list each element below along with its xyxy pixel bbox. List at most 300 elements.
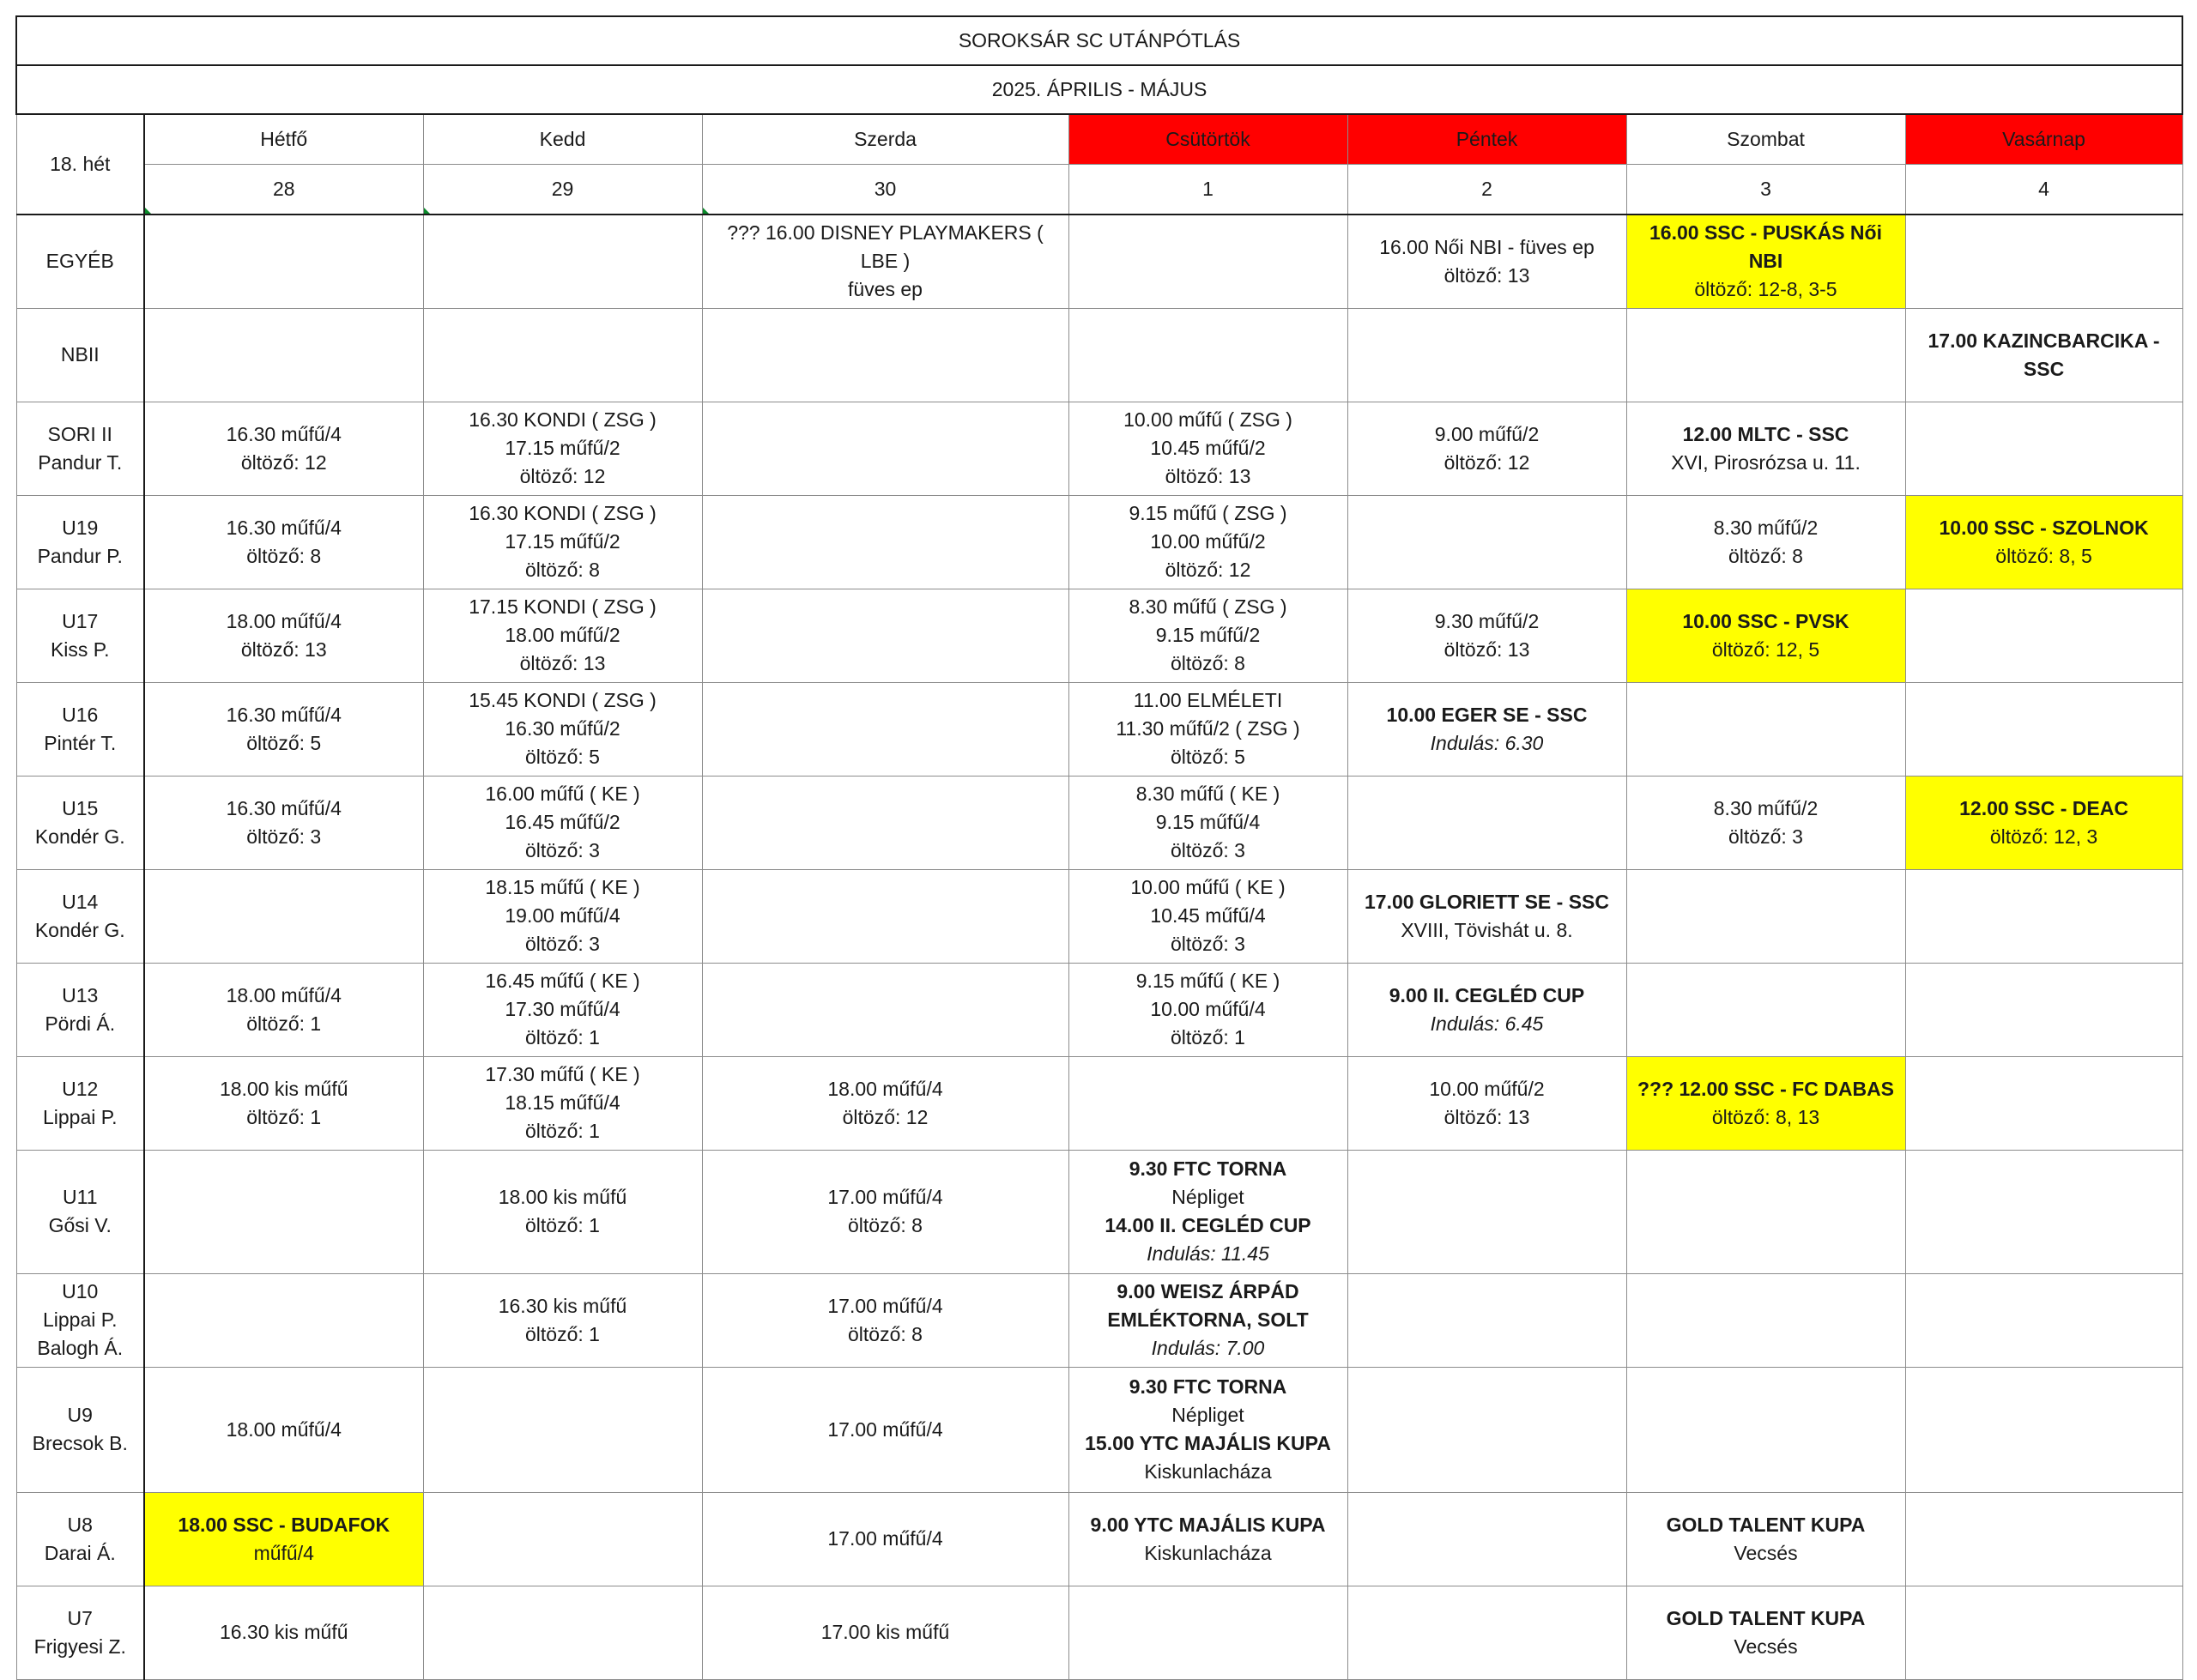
team-label	[16, 1150, 144, 1273]
schedule-entry-line: 16.00 SSC - PUSKÁS Női NBI	[1649, 221, 1882, 273]
schedule-entry-line: 16.30 műfű/4	[226, 422, 342, 445]
schedule-entry-line: öltöző: 8, 13	[1711, 1105, 1820, 1128]
schedule-entry-line: 8.30 műfű/2	[1713, 516, 1819, 539]
team-label	[16, 495, 144, 589]
team-label-line: U15	[62, 796, 99, 819]
schedule-entry-line: 9.30 FTC TORNA	[1129, 1157, 1287, 1180]
schedule-entry-line: 18.00 műfű/4	[226, 1417, 342, 1441]
schedule-entry-line: 16.30 KONDI ( ZSG )	[469, 502, 657, 524]
table-row	[16, 402, 2182, 495]
cell-comment-marker	[703, 208, 709, 214]
day-header-3: Csütörtök	[1068, 114, 1347, 164]
schedule-cell	[423, 308, 702, 402]
table-row	[16, 776, 2182, 869]
schedule-cell	[423, 1150, 702, 1273]
schedule-entry-line: 10.00 műfű ( KE )	[1130, 876, 1286, 898]
schedule-entry-line: 9.30 FTC TORNA	[1129, 1375, 1287, 1398]
schedule-entry-line: öltöző: 13	[519, 652, 606, 674]
schedule-entry-line: Népliget	[1171, 1186, 1244, 1208]
schedule-entry-line: 9.15 műfű/2	[1155, 624, 1261, 646]
schedule-cell	[702, 1056, 1068, 1150]
schedule-cell	[702, 1273, 1068, 1367]
day-date-3	[1068, 164, 1347, 215]
schedule-cell	[1068, 1586, 1347, 1679]
schedule-entry-line: 9.00 YTC MAJÁLIS KUPA	[1090, 1513, 1326, 1536]
schedule-entry-line: 10.00 SSC - PVSK	[1682, 609, 1849, 632]
schedule-entry-line: 9.00 WEISZ ÁRPÁD	[1117, 1280, 1299, 1302]
team-label-line: U14	[62, 890, 99, 913]
schedule-cell	[1068, 1367, 1347, 1492]
schedule-entry-line: 17.00 kis műfű	[820, 1621, 950, 1643]
schedule-entry-line: ??? 16.00 DISNEY PLAYMAKERS ( LBE )	[727, 221, 1044, 273]
schedule-entry-line: öltöző: 8	[848, 1322, 923, 1345]
schedule-cell	[1626, 1492, 1905, 1586]
schedule-entry-line: 9.00 műfű/2	[1434, 422, 1540, 445]
schedule-cell	[1905, 776, 2182, 869]
schedule-cell	[1347, 1273, 1626, 1367]
schedule-cell	[1905, 1492, 2182, 1586]
day-date-text: 4	[2038, 177, 2049, 200]
schedule-entry-line: öltöző: 1	[525, 1120, 600, 1142]
schedule-entry-line: öltöző: 13	[1443, 263, 1530, 287]
team-label	[16, 1586, 144, 1679]
schedule-entry-line: 18.00 kis műfű	[498, 1186, 627, 1208]
schedule-entry-line: öltöző: 8, 5	[1995, 544, 2092, 567]
schedule-cell	[1626, 1273, 1905, 1367]
schedule-cell	[702, 776, 1068, 869]
schedule-cell	[1905, 682, 2182, 776]
schedule-entry-line: 9.30 műfű/2	[1434, 609, 1540, 632]
team-label-line: Brecsok B.	[32, 1432, 128, 1454]
schedule-cell	[1626, 1367, 1905, 1492]
table-row	[16, 1273, 2182, 1367]
cell-comment-marker	[145, 208, 151, 214]
schedule-entry-line: öltöző: 3	[525, 839, 600, 861]
schedule-entry-line: XVIII, Tövishát u. 8.	[1401, 918, 1573, 941]
day-date-4	[1347, 164, 1626, 215]
schedule-cell	[144, 308, 423, 402]
schedule-cell	[423, 1367, 702, 1492]
schedule-cell	[702, 589, 1068, 682]
schedule-cell	[1905, 215, 2182, 308]
schedule-entry-line: öltöző: 3	[1728, 825, 1803, 848]
schedule-cell	[1626, 402, 1905, 495]
schedule-entry-line: 16.45 műfű ( KE )	[485, 970, 640, 992]
schedule-cell	[1347, 1056, 1626, 1150]
schedule-entry-line: füves ep	[848, 278, 923, 301]
schedule-entry-line: 11.00 ELMÉLETI	[1133, 689, 1283, 711]
schedule-cell	[702, 1367, 1068, 1492]
schedule-entry-line: Indulás: 7.00	[1151, 1337, 1265, 1359]
cell-comment-marker	[424, 208, 430, 214]
schedule-cell	[423, 1056, 702, 1150]
schedule-entry-line: öltöző: 12-8, 3-5	[1694, 278, 1837, 301]
table-row	[16, 495, 2182, 589]
schedule-entry-line: 16.30 műfű/2	[505, 717, 620, 740]
schedule-entry-line: 17.00 műfű/4	[827, 1186, 943, 1208]
schedule-cell	[144, 495, 423, 589]
schedule-entry-line: öltöző: 1	[246, 1012, 322, 1035]
team-label	[16, 308, 144, 402]
schedule-cell	[1626, 589, 1905, 682]
schedule-entry-line: 10.00 műfű/4	[1150, 998, 1266, 1020]
schedule-entry-line: 8.30 műfű/2	[1713, 796, 1819, 819]
table-row	[16, 308, 2182, 402]
schedule-cell	[1347, 308, 1626, 402]
schedule-entry-line: öltöző: 1	[525, 1322, 600, 1345]
schedule-cell	[144, 1273, 423, 1367]
schedule-entry-line: 17.30 műfű ( KE )	[485, 1063, 640, 1085]
schedule-entry-line: öltöző: 8	[1171, 652, 1245, 674]
schedule-cell	[144, 776, 423, 869]
team-label-line: Pandur P.	[37, 544, 123, 567]
team-label-line: U10	[62, 1280, 99, 1302]
schedule-cell	[702, 682, 1068, 776]
schedule-entry-line: öltöző: 8	[1728, 544, 1803, 567]
team-label-line: Pördi Á.	[45, 1012, 116, 1035]
schedule-cell	[1068, 308, 1347, 402]
day-date-6	[1905, 164, 2182, 215]
schedule-entry-line: 16.30 műfű/4	[226, 796, 342, 819]
team-label-line: Balogh Á.	[37, 1337, 124, 1359]
table-row	[16, 682, 2182, 776]
schedule-cell	[1626, 308, 1905, 402]
schedule-cell	[423, 869, 702, 963]
day-header-4: Péntek	[1347, 114, 1626, 164]
schedule-cell	[1347, 1150, 1626, 1273]
schedule-entry-line: 10.45 műfű/2	[1150, 437, 1266, 459]
schedule-table	[15, 15, 2183, 1680]
schedule-cell	[423, 682, 702, 776]
schedule-entry-line: 12.00 SSC - DEAC	[1959, 796, 2128, 819]
team-label-line: U12	[62, 1077, 99, 1100]
schedule-cell	[702, 869, 1068, 963]
schedule-entry-line: 9.15 műfű ( KE )	[1135, 970, 1280, 992]
schedule-entry-line: 18.00 kis műfű	[219, 1077, 348, 1100]
schedule-cell	[1347, 402, 1626, 495]
schedule-cell	[144, 1492, 423, 1586]
day-date-5	[1626, 164, 1905, 215]
team-label	[16, 682, 144, 776]
schedule-entry-line: öltöző: 12	[519, 465, 606, 487]
schedule-entry-line: öltöző: 1	[246, 1105, 322, 1128]
schedule-cell	[144, 589, 423, 682]
schedule-entry-line: Népliget	[1171, 1404, 1244, 1426]
day-header-0: Hétfő	[144, 114, 423, 164]
schedule-cell	[1068, 776, 1347, 869]
team-label-line: U17	[62, 609, 99, 632]
team-label	[16, 402, 144, 495]
schedule-cell	[144, 215, 423, 308]
schedule-cell	[144, 869, 423, 963]
day-header-2: Szerda	[702, 114, 1068, 164]
schedule-cell	[423, 495, 702, 589]
schedule-cell	[144, 1150, 423, 1273]
team-label-line: Darai Á.	[44, 1541, 116, 1564]
schedule-entry-line: GOLD TALENT KUPA	[1666, 1606, 1866, 1629]
schedule-cell	[702, 963, 1068, 1056]
team-label	[16, 1273, 144, 1367]
team-label-line: U13	[62, 983, 99, 1006]
schedule-entry-line: 16.30 műfű/4	[226, 703, 342, 726]
schedule-cell	[1347, 1367, 1626, 1492]
day-date-0	[144, 164, 423, 215]
schedule-entry-line: öltöző: 13	[1443, 638, 1530, 661]
schedule-entry-line: 18.00 műfű/4	[226, 983, 342, 1006]
schedule-cell	[1626, 1056, 1905, 1150]
schedule-entry-line: Indulás: 11.45	[1147, 1242, 1269, 1265]
schedule-cell	[1905, 402, 2182, 495]
team-label-line: Kiss P.	[50, 638, 110, 661]
schedule-entry-line: 9.00 II. CEGLÉD CUP	[1389, 983, 1585, 1006]
schedule-entry-line: 17.15 műfű/2	[505, 437, 620, 459]
schedule-entry-line: öltöző: 3	[525, 933, 600, 955]
schedule-cell	[702, 1492, 1068, 1586]
schedule-entry-line: 10.00 műfű ( ZSG )	[1123, 408, 1292, 431]
schedule-cell	[1068, 1056, 1347, 1150]
team-label-line: Lippai P.	[42, 1105, 118, 1128]
schedule-entry-line: 18.15 műfű ( KE )	[485, 876, 640, 898]
schedule-entry-line: GOLD TALENT KUPA	[1666, 1513, 1866, 1536]
schedule-cell	[1068, 402, 1347, 495]
schedule-entry-line: 17.15 műfű/2	[505, 530, 620, 553]
team-label-line: Pintér T.	[44, 731, 117, 754]
team-label	[16, 1056, 144, 1150]
team-label	[16, 1492, 144, 1586]
schedule-entry-line: öltöző: 12	[1165, 559, 1251, 581]
schedule-entry-line: EMLÉKTORNA, SOLT	[1107, 1308, 1309, 1331]
schedule-entry-line: öltöző: 1	[1171, 1026, 1245, 1048]
schedule-cell	[702, 1150, 1068, 1273]
schedule-cell	[1068, 869, 1347, 963]
schedule-cell	[1626, 495, 1905, 589]
period-label: 2025. ÁPRILIS - MÁJUS	[16, 65, 2182, 114]
schedule-cell	[144, 1586, 423, 1679]
schedule-entry-line: öltöző: 5	[525, 746, 600, 768]
schedule-entry-line: 17.00 GLORIETT SE - SSC	[1364, 890, 1610, 913]
schedule-cell	[423, 1492, 702, 1586]
schedule-entry-line: öltöző: 1	[525, 1214, 600, 1236]
schedule-cell	[1905, 869, 2182, 963]
schedule-entry-line: 18.00 műfű/4	[226, 609, 342, 632]
sheet-title: SOROKSÁR SC UTÁNPÓTLÁS	[16, 16, 2182, 65]
schedule-entry-line: 10.00 SSC - SZOLNOK	[1939, 516, 2149, 539]
schedule-cell	[1905, 1586, 2182, 1679]
schedule-entry-line: 15.00 YTC MAJÁLIS KUPA	[1085, 1432, 1331, 1454]
schedule-entry-line: 10.00 műfű/2	[1150, 530, 1266, 553]
day-date-2	[702, 164, 1068, 215]
team-label	[16, 589, 144, 682]
schedule-cell	[1347, 869, 1626, 963]
schedule-cell	[1905, 589, 2182, 682]
schedule-cell	[1905, 1367, 2182, 1492]
schedule-entry-line: öltöző: 13	[1443, 1105, 1530, 1128]
day-date-text: 2	[1481, 177, 1492, 200]
schedule-entry-line: 9.15 műfű ( ZSG )	[1129, 502, 1287, 524]
schedule-entry-line: 18.00 műfű/2	[505, 624, 620, 646]
schedule-entry-line: 8.30 műfű ( ZSG )	[1129, 595, 1287, 618]
day-date-1	[423, 164, 702, 215]
schedule-entry-line: 10.00 EGER SE - SSC	[1386, 703, 1588, 726]
team-label-line: NBII	[60, 343, 100, 366]
schedule-cell	[1626, 1586, 1905, 1679]
schedule-entry-line: Indulás: 6.30	[1430, 731, 1544, 754]
schedule-entry-line: öltöző: 8	[525, 559, 600, 581]
schedule-cell	[1347, 776, 1626, 869]
schedule-entry-line: 18.00 műfű/4	[827, 1077, 943, 1100]
schedule-entry-line: 9.15 műfű/4	[1155, 811, 1261, 833]
schedule-cell	[702, 495, 1068, 589]
schedule-cell	[702, 308, 1068, 402]
schedule-entry-line: öltöző: 13	[1165, 465, 1251, 487]
schedule-entry-line: 10.00 műfű/2	[1429, 1077, 1545, 1100]
schedule-entry-line: 12.00 MLTC - SSC	[1682, 422, 1849, 445]
schedule-entry-line: Vecsés	[1734, 1635, 1798, 1658]
schedule-cell	[1626, 1150, 1905, 1273]
team-label-line: U8	[67, 1513, 93, 1536]
schedule-cell	[1905, 1056, 2182, 1150]
schedule-cell	[1068, 963, 1347, 1056]
schedule-cell	[1905, 1150, 2182, 1273]
day-header-6: Vasárnap	[1905, 114, 2182, 164]
schedule-cell	[1347, 1586, 1626, 1679]
schedule-cell	[1347, 963, 1626, 1056]
schedule-entry-line: 16.30 KONDI ( ZSG )	[469, 408, 657, 431]
team-label-line: U11	[63, 1186, 98, 1208]
team-label-line: SORI II	[47, 422, 112, 445]
schedule-entry-line: öltöző: 12, 5	[1711, 638, 1820, 661]
schedule-entry-line: XVI, Pirosrózsa u. 11.	[1671, 450, 1861, 474]
schedule-entry-line: műfű/4	[253, 1541, 314, 1564]
schedule-entry-line: 17.30 műfű/4	[505, 998, 620, 1020]
team-label	[16, 776, 144, 869]
schedule-entry-line: ??? 12.00 SSC - FC DABAS	[1637, 1077, 1895, 1100]
team-label	[16, 963, 144, 1056]
table-row	[16, 215, 2182, 308]
schedule-entry-line: 17.00 műfű/4	[827, 1417, 943, 1441]
schedule-entry-line: öltöző: 1	[525, 1026, 600, 1048]
schedule-cell	[702, 1586, 1068, 1679]
schedule-cell	[1905, 495, 2182, 589]
table-row	[16, 1492, 2182, 1586]
team-label	[16, 215, 144, 308]
schedule-cell	[702, 215, 1068, 308]
schedule-entry-line: Vecsés	[1734, 1541, 1798, 1564]
day-date-text: 28	[272, 177, 295, 200]
schedule-cell	[144, 682, 423, 776]
schedule-cell	[1068, 1273, 1347, 1367]
schedule-cell	[144, 402, 423, 495]
team-label-line: U19	[62, 516, 99, 539]
schedule-entry-line: 17.00 műfű/4	[827, 1527, 943, 1550]
schedule-cell	[423, 776, 702, 869]
schedule-cell	[1068, 495, 1347, 589]
schedule-cell	[144, 1367, 423, 1492]
schedule-entry-line: Kiskunlacháza	[1144, 1541, 1272, 1564]
schedule-entry-line: Indulás: 6.45	[1430, 1012, 1544, 1035]
schedule-entry-line: 19.00 műfű/4	[505, 904, 620, 927]
schedule-entry-line: 16.30 kis műfű	[219, 1621, 348, 1643]
team-label-line: U16	[62, 703, 99, 726]
schedule-entry-line: öltöző: 3	[1171, 839, 1245, 861]
schedule-cell	[702, 402, 1068, 495]
schedule-cell	[1068, 1150, 1347, 1273]
schedule-entry-line: öltöző: 12	[842, 1105, 929, 1128]
schedule-cell	[1347, 682, 1626, 776]
schedule-entry-line: 15.45 KONDI ( ZSG )	[469, 689, 657, 711]
schedule-cell	[1347, 589, 1626, 682]
day-header-1: Kedd	[423, 114, 702, 164]
schedule-entry-line: öltöző: 5	[1171, 746, 1245, 768]
schedule-entry-line: 11.30 műfű/2 ( ZSG )	[1116, 717, 1300, 740]
schedule-entry-line: 17.15 KONDI ( ZSG )	[469, 595, 657, 618]
schedule-entry-line: öltöző: 3	[1171, 933, 1245, 955]
schedule-entry-line: öltöző: 5	[246, 731, 322, 754]
schedule-cell	[423, 963, 702, 1056]
schedule-entry-line: 10.45 műfű/4	[1150, 904, 1266, 927]
schedule-cell	[1905, 1273, 2182, 1367]
day-date-text: 29	[551, 177, 574, 200]
schedule-entry-line: öltöző: 13	[240, 638, 327, 661]
team-label-line: Frigyesi Z.	[33, 1635, 126, 1658]
schedule-cell	[1068, 1492, 1347, 1586]
schedule-entry-line: 8.30 műfű ( KE )	[1135, 783, 1280, 805]
table-row	[16, 1586, 2182, 1679]
schedule-cell	[1626, 682, 1905, 776]
schedule-entry-line: 16.45 műfű/2	[505, 811, 620, 833]
schedule-cell	[1347, 495, 1626, 589]
team-label	[16, 869, 144, 963]
schedule-cell	[1068, 215, 1347, 308]
schedule-cell	[1347, 1492, 1626, 1586]
team-label-line: Lippai P.	[42, 1308, 118, 1331]
schedule-cell	[1626, 776, 1905, 869]
schedule-cell	[144, 1056, 423, 1150]
schedule-entry-line: öltöző: 12, 3	[1989, 825, 2098, 848]
team-label-line: U9	[67, 1404, 93, 1426]
schedule-entry-line: 16.00 Női NBI - füves ep	[1379, 235, 1595, 258]
team-label-line: EGYÉB	[45, 250, 114, 273]
schedule-cell	[1068, 589, 1347, 682]
day-date-text: 3	[1760, 177, 1771, 200]
schedule-cell	[1626, 215, 1905, 308]
schedule-entry-line: öltöző: 12	[1443, 450, 1530, 474]
schedule-entry-line: 16.00 műfű ( KE )	[485, 783, 640, 805]
day-date-text: 30	[874, 177, 897, 200]
schedule-entry-line: 16.30 műfű/4	[226, 516, 342, 539]
schedule-cell	[423, 589, 702, 682]
schedule-cell	[1626, 963, 1905, 1056]
table-row	[16, 1367, 2182, 1492]
team-label-line: Pandur T.	[38, 450, 123, 474]
schedule-cell	[144, 963, 423, 1056]
schedule-entry-line: 18.15 műfű/4	[505, 1091, 620, 1114]
schedule-entry-line: Kiskunlacháza	[1144, 1460, 1272, 1483]
day-date-text: 1	[1202, 177, 1213, 200]
schedule-entry-line: 16.30 kis műfű	[498, 1294, 627, 1317]
schedule-entry-line: öltöző: 8	[848, 1214, 923, 1236]
schedule-cell	[1347, 215, 1626, 308]
schedule-cell	[1626, 869, 1905, 963]
schedule-entry-line: öltöző: 3	[246, 825, 322, 848]
table-row	[16, 1056, 2182, 1150]
team-label-line: U7	[67, 1606, 93, 1629]
table-row	[16, 589, 2182, 682]
team-label-line: Kondér G.	[34, 825, 125, 848]
team-label	[16, 1367, 144, 1492]
schedule-cell	[423, 215, 702, 308]
schedule-entry-line: 14.00 II. CEGLÉD CUP	[1105, 1214, 1311, 1236]
